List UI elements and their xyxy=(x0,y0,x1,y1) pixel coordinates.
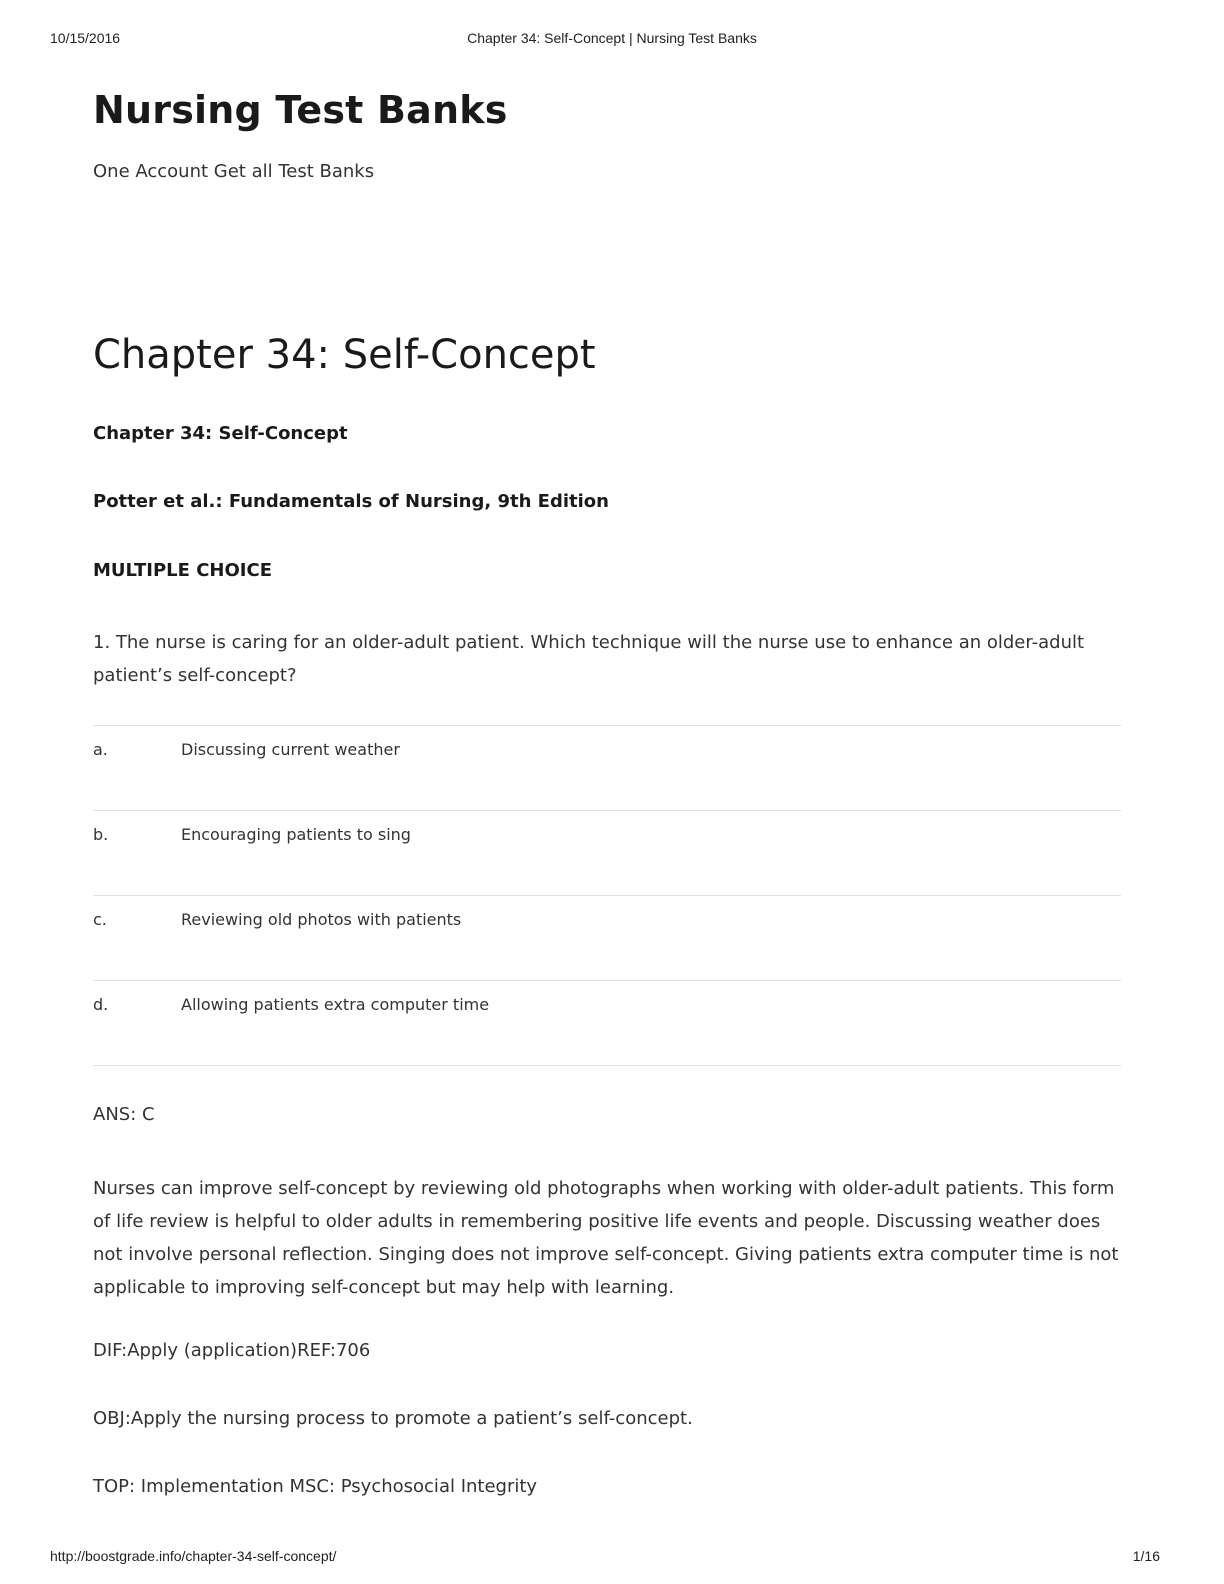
choice-letter: a. xyxy=(93,740,108,759)
print-date: 10/15/2016 xyxy=(50,30,121,46)
choice-row xyxy=(93,896,1121,981)
topic-line: TOP: Implementation MSC: Psychosocial Integrity xyxy=(93,1476,538,1497)
site-tagline: One Account Get all Test Banks xyxy=(93,161,375,182)
objective-line: OBJ:Apply the nursing process to promote a patient’s self-concept. xyxy=(93,1408,693,1429)
site-title[interactable]: Nursing Test Banks xyxy=(93,88,508,132)
choice-text: Allowing patients extra computer time xyxy=(181,995,490,1014)
section-heading: MULTIPLE CHOICE xyxy=(93,560,272,581)
chapter-subheading: Chapter 34: Self-Concept xyxy=(93,423,348,444)
rationale-text: Nurses can improve self-concept by reviewing old photographs when working with older-adult patients. This form of life review is helpful to older adults in remembering positive life events and people. Discussing weather does not involve personal reflection. Singing does not improve self-concept. Giving patients extra computer time is not applicable to improving self-concept but may help with learning. xyxy=(93,1178,1119,1298)
choices-table xyxy=(93,725,1121,1066)
print-url: http://boostgrade.info/chapter-34-self-concept/ xyxy=(50,1548,337,1564)
choice-letter: b. xyxy=(93,825,109,844)
choice-row xyxy=(93,981,1121,1066)
print-header xyxy=(0,30,1224,50)
question-text: 1. The nurse is caring for an older-adult patient. Which technique will the nurse use to enhance an older-adult patient’s self-concept? xyxy=(93,632,1085,686)
print-footer xyxy=(0,1548,1224,1568)
source-line: Potter et al.: Fundamentals of Nursing, 9th Edition xyxy=(93,491,609,512)
post-title: Chapter 34: Self-Concept xyxy=(93,332,596,378)
difficulty-line: DIF:Apply (application)REF:706 xyxy=(93,1340,371,1361)
choice-text: Discussing current weather xyxy=(181,740,400,759)
choice-letter: c. xyxy=(93,910,107,929)
print-page-title: Chapter 34: Self-Concept | Nursing Test Banks xyxy=(467,30,757,46)
choice-text: Reviewing old photos with patients xyxy=(181,910,462,929)
choice-letter: d. xyxy=(93,995,109,1014)
answer-line: ANS: C xyxy=(93,1104,155,1125)
print-page-number: 1/16 xyxy=(1132,1548,1160,1564)
choice-text: Encouraging patients to sing xyxy=(181,825,411,844)
choice-row xyxy=(93,811,1121,896)
choice-row xyxy=(93,726,1121,811)
